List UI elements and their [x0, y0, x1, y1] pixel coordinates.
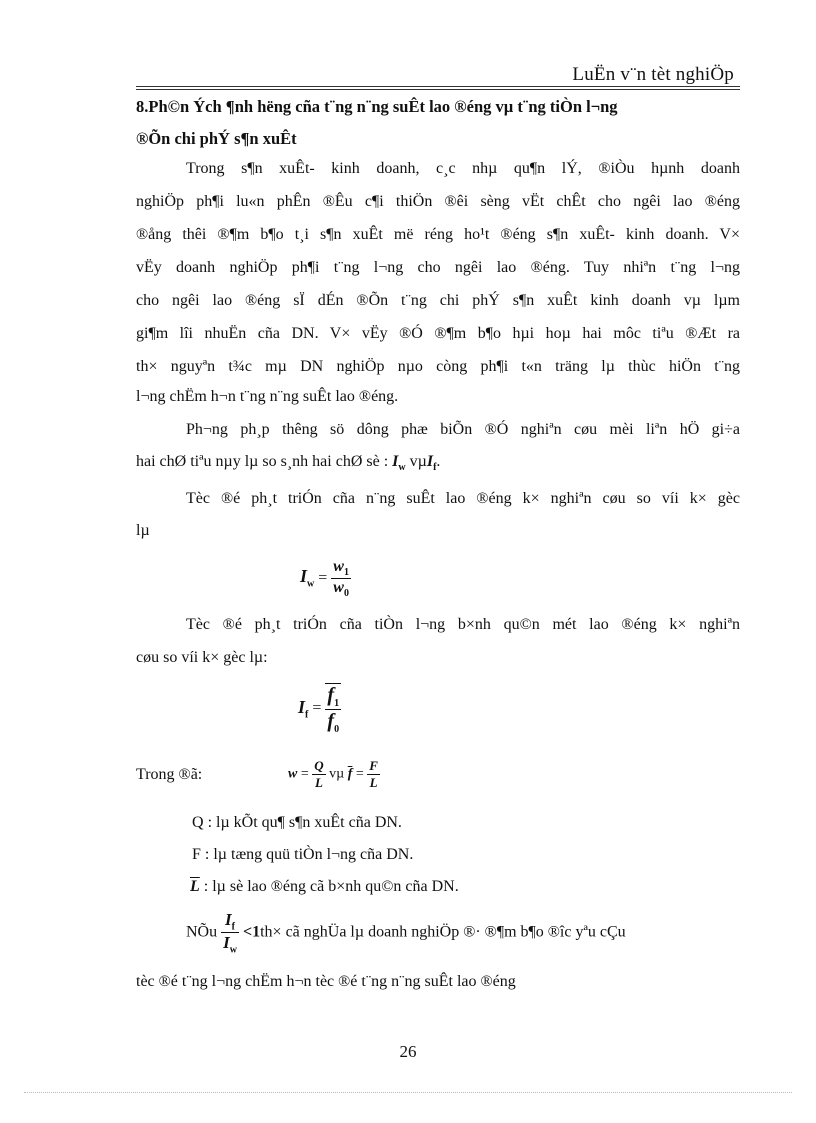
para1-line-4: vËy doanh nghiÖp ph¶i t¨ng l¬ng cho ngêi lao ®éng. Tuy nhiªn t¨ng l¬ng [136, 259, 740, 276]
footer-dotted-rule [24, 1092, 792, 1093]
para2-line-2: hai chØ tiªu nµy lµ so s¸nh hai chØ sè : $I_w$ vµI$_f$. [136, 453, 441, 474]
para1-line-6: gi¶m lîi nhuËn cña DN. V× vËy ®Ó ®¶m b¶o hµi hoµ hai môc tiªu ®Æt ra [136, 325, 740, 342]
definition-f: F : lµ tæng quü tiÒn l¬ng cña DN. [192, 846, 414, 863]
index-w-symbol: $I_w$ [392, 453, 406, 474]
para1-line-7: th× nguyªn t¾c mµ DN nghiÖp nµo còng ph¶i t«n träng lµ thùc hiÖn t¨ng [136, 358, 740, 375]
condition-line: NÕu $\frac{I_f}{I_w}$ <1th× cã nghÜa lµ doanh nghiÖp ®· ®¶m b¶o ®îc yªu cÇu [186, 910, 626, 956]
para2-line-1: Ph¬ng ph¸p thêng sö dông phæ biÕn ®Ó nghiªn cøu mèi liªn hÖ gi÷a [186, 421, 740, 438]
condition-line-2: tèc ®é t¨ng l¬ng chËm h¬n tèc ®é t¨ng n¨ng suÊt lao ®éng [136, 973, 516, 990]
para4-line-1: Tèc ®é ph¸t triÓn cña tiÒn l¬ng b×nh qu©n mét lao ®éng k× nghiªn [186, 616, 740, 633]
fraction-if-iw: $\frac{I_f}{I_w}$ [223, 910, 237, 956]
para1-line-3: ®ång thêi ®¶m b¶o t¸i s¶n xuÊt më réng ho¹t ®éng s¶n xuÊt- kinh doanh. V× [136, 226, 740, 243]
para3-line-1: Tèc ®é ph¸t triÓn cña n¨ng suÊt lao ®éng k× nghiªn cøu so víi k× gèc [186, 490, 740, 507]
where-definitions-formula: w = $\frac{Q}{L}$ vµ $\overline{f}$ = $\frac{F}{L}$ [288, 758, 378, 790]
definition-l: $\overline{L}$ : lµ sè lao ®éng cã b×nh qu©n cña DN. [190, 878, 459, 895]
para3-line-2: lµ [136, 522, 150, 539]
para1-line-8: l¬ng chËm h¬n t¨ng n¨ng suÊt lao ®éng. [136, 388, 399, 405]
page-number: 26 [399, 1042, 417, 1061]
section-heading-line-2: ®Õn chi phÝ s¶n xuÊt [136, 129, 297, 148]
para1-line-1: Trong s¶n xuÊt- kinh doanh, c¸c nhµ qu¶n lÝ, ®iÒu hµnh doanh [186, 160, 740, 177]
para1-line-2: nghiÖp ph¶i lu«n phÊn ®Êu c¶i thiÖn ®êi sèng vËt chÊt cho ngêi lao ®éng [136, 193, 740, 210]
index-f-symbol: $I_f$ [426, 453, 437, 474]
formula-labor-productivity-index: $I_w$ = $\frac{w_1}{w_0}$ [300, 558, 349, 600]
running-header: LuËn v¨n tèt nghiÖp [572, 64, 734, 85]
para1-line-5: cho ngêi lao ®éng sÏ dÉn ®Õn t¨ng chi phÝ s¶n xuÊt kinh doanh vµ lµm [136, 292, 740, 309]
header-rule-top [136, 86, 740, 87]
para4-line-2: cøu so víi k× gèc lµ: [136, 649, 268, 666]
definition-q: Q : lµ kÕt qu¶ s¶n xuÊt cña DN. [192, 814, 402, 831]
section-heading-line-1: 8.Ph©n Ých ¶nh hëng cña t¨ng n¨ng suÊt lao ®éng vµ t¨ng tiÒn l¬ng [136, 97, 618, 116]
where-label: Trong ®ã: [136, 766, 203, 783]
fraction-f1-f0: $\frac{f_1}{f_0}$ [327, 684, 340, 735]
fraction-w1-w0: $\frac{w_1}{w_0}$ [333, 558, 349, 600]
formula-average-wage-index: $I_f$ = $\frac{f_1}{f_0}$ [298, 684, 340, 735]
header-rule-bottom [136, 89, 740, 90]
